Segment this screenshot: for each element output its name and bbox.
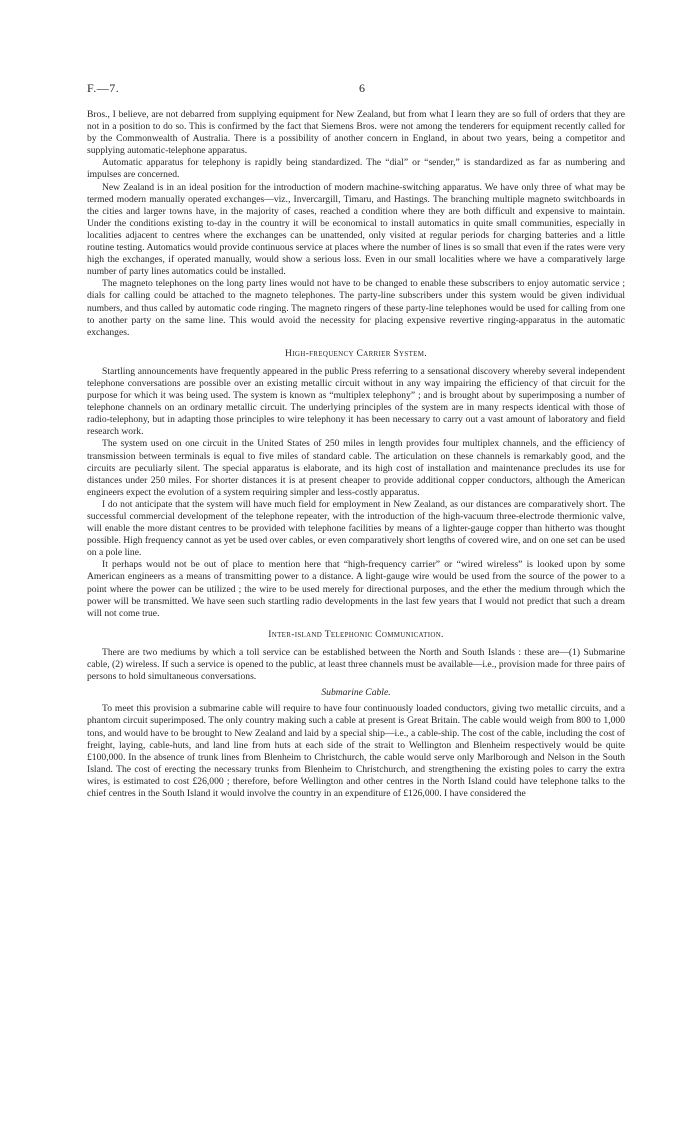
paragraph: The magneto telephones on the long party lines would not have to be changed to enable these subscribers to enjoy automatic service ; dials for calling could be attached to the magneto telephones. The party-line subscribers under this system would be given individual numbers, and thus called by automatic code ringing. The magneto ringers of these party-line telephones would be used for calling from one to another party on the same line. This would avoid the necessity for placing expensive revertive ringing-apparatus in the automatic exchanges. <box>87 278 625 338</box>
paragraph: The system used on one circuit in the United States of 250 miles in length provides four multiplex channels, and the efficiency of transmission between terminals is equal to five miles of standard cable. The articulation on these channels is remarkably good, and the circuits are peculiarly silent. The special apparatus is elaborate, and its high cost of installation and maintenance precludes its use for distances under 250 miles. For shorter distances it is at present cheaper to provide additional copper conductors, although the American engineers expect the evolution of a system requiring simpler and less-costly apparatus. <box>87 438 625 498</box>
paragraph: Bros., I believe, are not debarred from supplying equipment for New Zealand, but from what I learn they are so full of orders that they are not in a position to do so. This is confirmed by the fact that Siemens Bros. were not among the tenderers for equipment recently called for by the Commonwealth of Australia. There is a possibility of another concern in England, in about two years, being a competitor and supplying automatic-telephone apparatus. <box>87 109 625 157</box>
page-body <box>87 109 625 800</box>
paragraph: To meet this provision a submarine cable will require to have four continuously loaded conductors, giving two metallic circuits, and a phantom circuit superimposed. The only country making such a cable at present is Great Britain. The cable would weigh from 800 to 1,000 tons, and would have to be brought to New Zealand and laid by a special ship—i.e., a cable-ship. The cost of the cable, including the cost of freight, laying, cable-huts, and land line from huts at each side of the strait to Wellington and Blenheim respectively would be quite £100,000. In the absence of trunk lines from Blenheim to Christchurch, the cable would serve only Marlborough and Nelson in the South Island. The cost of erecting the necessary trunks from Blenheim to Christchurch, and strengthening the existing poles to carry the extra wires, is estimated to cost £26,000 ; therefore, before Wellington and other centres in the North Island could have telephone talks to the chief centres in the South Island it would involve the country in an expenditure of £126,000. I have considered the <box>87 703 625 799</box>
section-heading-inter-island: Inter-island Telephonic Communication. <box>268 628 444 640</box>
paragraph: There are two mediums by which a toll service can be established between the North and South Islands : these are—(1) Submarine cable, (2) wireless. If such a service is opened to the public, at least three channels must be available—i.e., provision made for three pairs of persons to hold simultaneous conversations. <box>87 646 625 683</box>
page-number: 6 <box>359 81 365 95</box>
paragraph: Automatic apparatus for telephony is rapidly being standardized. The “dial” or “sender,” is standardized as far as numbering and impulses are concerned. <box>87 157 625 181</box>
paragraph: It perhaps would not be out of place to mention here that “high-frequency carrier” or “wired wireless” is looked upon by some American engineers as a means of transmitting power to a distance. A light-gauge wire would be used from the source of the power to a point where the power can be utilized ; the wire to be used merely for directional purposes, and the ether the medium through which the power will be transmitted. We have seen such startling radio developments in the last few years that I would not predict that such a dream will not come true. <box>87 559 625 619</box>
paragraph: New Zealand is in an ideal position for the introduction of modern machine-switching apparatus. We have only three of what may be termed modern manually operated exchanges—viz., Invercargill, Timaru, and Hastings. The branching multiple magneto switchboards in the cities and larger towns have, in the majority of cases, reached a condition where they are both difficult and expensive to maintain. Under the conditions existing to-day in the country it will be economical to install automatics in quite small communities, especially in localities adjacent to centres where the exchanges can be unattended, only visited at regular periods for charging batteries and a little routine testing. Automatics would provide continuous service at places where the number of lines is so small that even if the rates were very high the exchanges, if operated manually, would show a serious loss. Even in our small localities where we have a comparatively large number of party lines automatics could be installed. <box>87 181 625 278</box>
document-reference: F.—7. <box>87 81 120 95</box>
section-heading-carrier-system: High-frequency Carrier System. <box>285 347 427 359</box>
subheading-submarine-cable: Submarine Cable. <box>321 687 391 699</box>
paragraph: I do not anticipate that the system will have much field for employment in New Zealand, as our distances are comparatively short. The successful commercial development of the telephone repeater, with the introduction of the high-vacuum three-electrode thermionic valve, will enable the more distant centres to be provided with telephone facilities by means of a lighter-gauge copper than hitherto was thought possible. High frequency cannot as yet be used over cables, or even comparatively short lengths of covered wire, and on one set can be used on a pole line. <box>87 498 625 559</box>
page-header <box>87 81 613 97</box>
paragraph: Startling announcements have frequently appeared in the public Press referring to a sensational discovery whereby several independent telephone conversations are possible over an existing metallic circuit without in any way impairing the efficiency of that circuit for the purpose for which it was being used. The system is known as “multiplex telephony” ; and is brought about by superimposing a number of telephone channels on an ordinary metallic circuit. The underlying principles of the system are in many respects identical with those of radio-telephony, but in adapting those principles to wire telephony it has been necessary to carry out a vast amount of laboratory and field research work. <box>87 365 625 438</box>
